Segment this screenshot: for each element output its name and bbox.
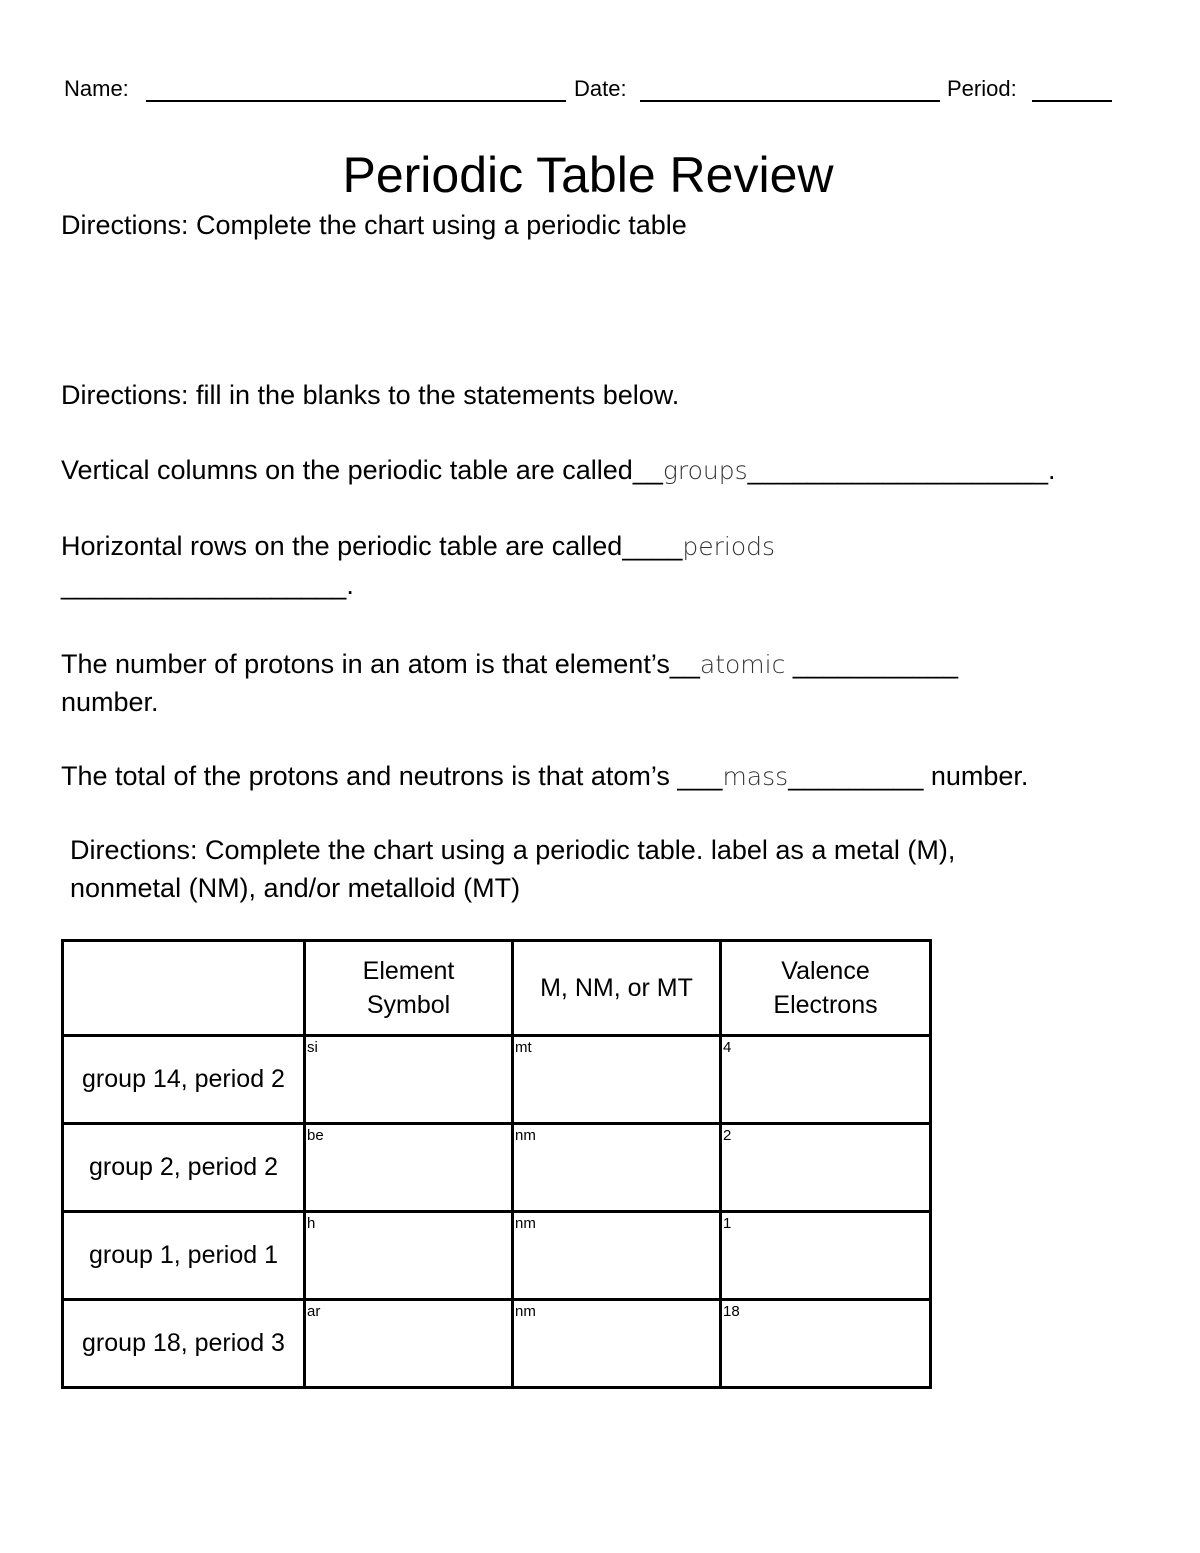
date-label: Date: xyxy=(574,76,627,101)
header-line: M, NM, or MT xyxy=(540,974,693,1002)
type-value: nm xyxy=(515,1303,536,1320)
statement-text: The total of the protons and neutrons is that atom’s xyxy=(61,761,670,791)
symbol-value: si xyxy=(307,1039,318,1056)
table-header-row xyxy=(63,941,931,1036)
symbol-value: be xyxy=(307,1127,324,1144)
answer-blank: ___________________ xyxy=(61,570,347,600)
row-label: group 14, period 2 xyxy=(63,1036,305,1124)
answer-blank: __ xyxy=(669,649,700,679)
element-chart-table xyxy=(61,939,932,1389)
answer-blank: _________ xyxy=(788,761,924,791)
statement-text: Vertical columns on the periodic table are called xyxy=(61,455,633,485)
type-value: nm xyxy=(515,1215,536,1232)
valence-value: 2 xyxy=(723,1127,732,1144)
statement-protons-line2: number. xyxy=(61,687,159,717)
table-row xyxy=(63,1036,931,1124)
statement-protons xyxy=(61,645,958,684)
row-label: group 2, period 2 xyxy=(63,1124,305,1212)
symbol-cell[interactable] xyxy=(305,1124,513,1212)
type-value: nm xyxy=(515,1127,536,1144)
symbol-cell[interactable] xyxy=(305,1300,513,1388)
valence-value: 4 xyxy=(723,1039,732,1056)
period-blank[interactable] xyxy=(1032,100,1112,102)
table-row xyxy=(63,1124,931,1212)
period-mark: . xyxy=(1047,455,1056,485)
valence-value: 18 xyxy=(723,1303,740,1320)
symbol-cell[interactable] xyxy=(305,1036,513,1124)
period-label: Period: xyxy=(947,76,1017,101)
answer-blank: __ xyxy=(632,455,663,485)
statement-mass xyxy=(61,757,1028,796)
header-line: Symbol xyxy=(366,991,451,1019)
valence-cell[interactable] xyxy=(721,1124,931,1212)
valence-cell[interactable] xyxy=(721,1212,931,1300)
answer-blank: ____ xyxy=(622,531,683,561)
period-mark: . xyxy=(346,570,354,600)
name-label: Name: xyxy=(64,76,129,101)
statement-text: Horizontal rows on the periodic table are called xyxy=(61,531,623,561)
table-row xyxy=(63,1212,931,1300)
directions-classify-line1: Directions: Complete the chart using a periodic table. label as a metal (M), xyxy=(70,835,956,865)
directions-fill-blanks: Directions: fill in the blanks to the statements below. xyxy=(61,380,680,410)
statement-horizontal-rows xyxy=(61,527,775,566)
header-line: Electrons xyxy=(773,991,878,1019)
symbol-cell[interactable] xyxy=(305,1212,513,1300)
row-label: group 18, period 3 xyxy=(63,1300,305,1388)
answer-periods[interactable]: periods xyxy=(682,532,776,561)
answer-atomic[interactable]: atomic xyxy=(699,650,786,679)
answer-mass[interactable]: mass xyxy=(722,762,789,791)
header-valence-electrons xyxy=(721,941,931,1036)
answer-blank: ____________________ xyxy=(747,455,1048,485)
header-blank-cell xyxy=(63,941,305,1036)
header-line: Valence xyxy=(781,957,870,985)
type-cell[interactable] xyxy=(513,1124,721,1212)
valence-value: 1 xyxy=(723,1215,732,1232)
page-title: Periodic Table Review xyxy=(342,147,834,203)
directions-classify-line2: nonmetal (NM), and/or metalloid (MT) xyxy=(70,873,521,903)
symbol-value: h xyxy=(307,1215,316,1232)
answer-blank: ___________ xyxy=(792,649,959,679)
directions-chart: Directions: Complete the chart using a periodic table xyxy=(61,210,687,240)
table-row xyxy=(63,1300,931,1388)
date-blank[interactable] xyxy=(640,100,940,102)
type-cell[interactable] xyxy=(513,1036,721,1124)
valence-cell[interactable] xyxy=(721,1036,931,1124)
type-cell[interactable] xyxy=(513,1212,721,1300)
symbol-value: ar xyxy=(307,1303,321,1320)
row-label: group 1, period 1 xyxy=(63,1212,305,1300)
statement-vertical-columns xyxy=(61,451,1055,490)
header-line: Element xyxy=(362,957,455,985)
name-blank[interactable] xyxy=(146,100,566,102)
answer-blank: ___ xyxy=(677,761,723,791)
valence-cell[interactable] xyxy=(721,1300,931,1388)
statement-horizontal-rows-line2 xyxy=(61,566,354,604)
header-type xyxy=(513,941,721,1036)
header-element-symbol xyxy=(305,941,513,1036)
type-value: mt xyxy=(515,1039,532,1056)
answer-groups[interactable]: groups xyxy=(662,456,748,485)
statement-text: number. xyxy=(930,761,1029,791)
type-cell[interactable] xyxy=(513,1300,721,1388)
statement-text: The number of protons in an atom is that element’s xyxy=(61,649,670,679)
